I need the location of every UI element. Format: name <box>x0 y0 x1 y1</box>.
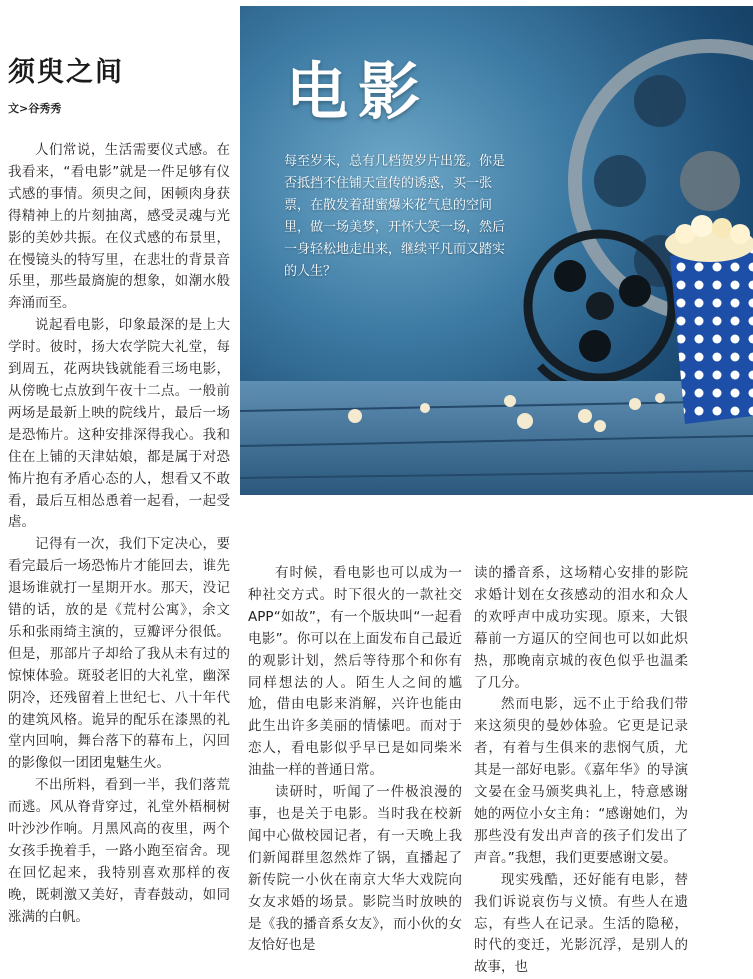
article-column-2 <box>248 563 462 957</box>
article-column-3 <box>474 563 688 979</box>
article-byline: 文>谷秀秀 <box>8 102 62 115</box>
paragraph: 人们常说，生活需要仪式感。在我看来，“看电影”就是一件足够有仪式感的事情。须臾之间，困顿肉身获得精神上的片刻抽离，感受灵魂与光影的美妙共振。在仪式感的布景里，在慢镜头的特写里，在悲壮的背景音乐里，那些最旖旎的想象，如潮水般奔涌而至。 <box>8 142 230 312</box>
hero-intro-text: 每至岁末，总有几档贺岁片出笼。你是否抵挡不住铺天宣传的诱惑，买一张票，在散发着甜蜜爆米花气息的空间里，做一场美梦，开怀大笑一场，然后一身轻松地走出来，继续平凡而又踏实的人生？ <box>284 154 506 279</box>
paragraph: 记得有一次，我们下定决心，要看完最后一场恐怖片才能回去，谁先退场谁就打一星期开水。那天，没记错的话，放的是《荒村公寓》，余文乐和张雨绮主演的，豆瓣评分很低。但是，那部片子却给了我从未有过的惊悚体验。斑驳老旧的大礼堂，幽深阴冷，还残留着上世纪七、八十年代的建筑风格。诡异的配乐在漆黑的礼堂内回响，舞台落下的幕布上，闪回的影像似一团团鬼魅生火。 <box>8 536 230 772</box>
paragraph: 有时候，看电影也可以成为一种社交方式。时下很火的一款社交APP“如故”，有一个版块叫“一起看电影”。你可以在上面发布自己最近的观影计划，然后等待那个和你有同样想法的人。陌生人之间的尴尬，借由电影来消解，兴许也能由此生出许多美丽的情愫吧。而对于恋人，看电影似乎早已是如同柴米油盐一样的普通日常。 <box>248 565 462 779</box>
paragraph: 说起看电影，印象最深的是上大学时。彼时，扬大农学院大礼堂，每到周五，花两块钱就能看三场电影，从傍晚七点放到午夜十二点。一般前两场是最新上映的院线片，最后一场是恐怖片。这种安排深得我心。我和住在上铺的天津姑娘，都是属于对恐怖片抱有矛盾心态的人，想看又不敢看，最后互相怂恿着一起看，一起受虐。 <box>8 317 230 531</box>
paragraph: 读研时，听闻了一件极浪漫的事，也是关于电影。当时我在校新闻中心做校园记者，有一天晚上我们新闻群里忽然炸了锅，直播起了新传院一小伙在南京大华大戏院向女友求婚的场景。影院当时放映的是《我的播音系女友》，而小伙的女友恰好也是 <box>248 784 462 954</box>
paragraph: 然而电影，远不止于给我们带来这须臾的曼妙体验。它更是记录者，有着与生俱来的悲悯气质，尤其是一部好电影。《嘉年华》的导演文晏在金马颁奖典礼上，特意感谢她的两位小女主角：“感谢她们，为那些没有发出声音的孩子们发出了声音。”我想，我们更要感谢文晏。 <box>474 696 688 866</box>
paragraph: 现实残酷，还好能有电影，替我们诉说哀伤与义愤。有些人在遗忘，有些人在记录。生活的隐秘，时代的变迁，光影沉浮，是别人的故事，也 <box>474 871 688 976</box>
hero-title: 电影 <box>286 55 431 128</box>
paragraph: 读的播音系，这场精心安排的影院求婚计划在女孩感动的泪水和众人的欢呼声中成功实现。原来，大银幕前一方逼仄的空间也可以如此炽热，那晚南京城的夜色似乎也温柔了几分。 <box>474 565 688 691</box>
paragraph: 不出所料，看到一半，我们落荒而逃。风从脊背穿过，礼堂外梧桐树叶沙沙作响。月黑风高的夜里，两个女孩手挽着手，一路小跑至宿舍。现在回忆起来，我特别喜欢那样的夜晚，既刺激又美好，青春鼓动，如同涨满的白帆。 <box>8 777 230 925</box>
article-column-1 <box>8 140 230 929</box>
article-title: 须臾之间 <box>8 57 124 88</box>
hero-image <box>240 6 753 495</box>
